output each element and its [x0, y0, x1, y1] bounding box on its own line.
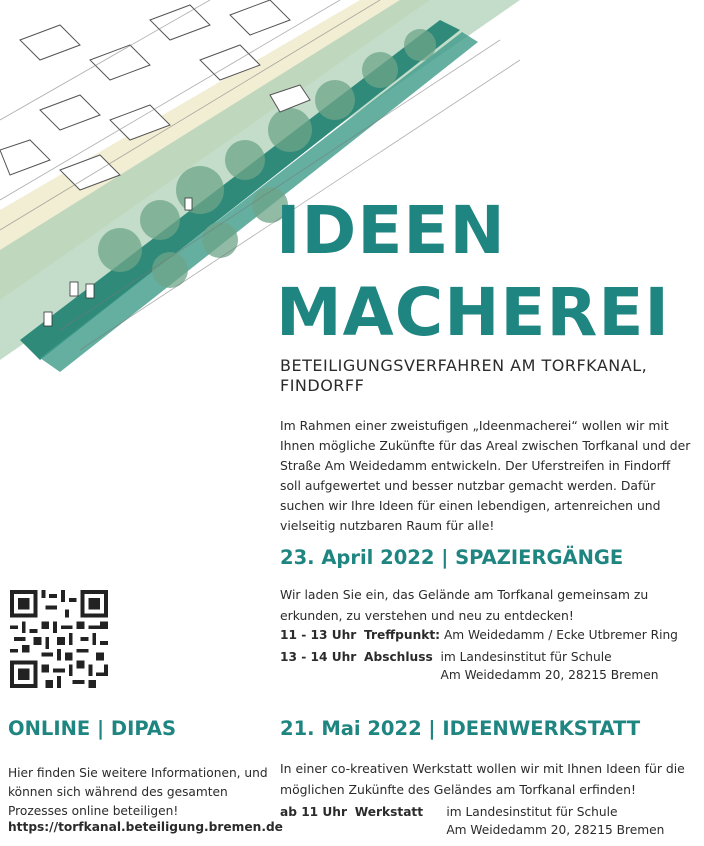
- subtitle: BETEILIGUNGSVERFAHREN AM TORFKANAL, FINDORFF: [280, 356, 648, 395]
- qr-code-icon[interactable]: [10, 590, 108, 688]
- event2-text: In einer co-kreativen Werkstatt wollen wir mit Ihnen Ideen für die möglichen Zukünfte des Geländes am Torfkanal erfinden!: [280, 761, 685, 797]
- event1-text: Wir laden Sie ein, das Gelände am Torfkanal gemeinsam zu erkunden, zu verstehen und neu zu entdecken!: [280, 587, 649, 623]
- online-heading: ONLINE | DIPAS: [8, 717, 176, 740]
- title-line-2: MACHEREI: [276, 274, 670, 351]
- row-place: Am Weidedamm / Ecke Utbremer Ring: [443, 628, 678, 642]
- row-time: 13 - 14 Uhr: [280, 650, 357, 664]
- intro-paragraph: Im Rahmen einer zweistufigen „Ideenmacherei“ wollen wir mit Ihnen mögliche Zukünfte für das Areal zwischen Torfkanal und der Straße Am Weidedamm entwickeln. Der Uferstreifen in Findorff soll aufgewertet und besser nutzbar gemacht werden. Dafür suchen wir Ihre Ideen für einen lebendigen, artenreichen und vielseitig nutzbaren Raum für alle!: [280, 418, 691, 533]
- row-label: Abschluss: [364, 650, 433, 664]
- online-url-link[interactable]: https://torfkanal.beteiligung.bremen.de: [8, 820, 283, 834]
- event2-heading: 21. Mai 2022 | IDEENWERKSTATT: [280, 717, 641, 740]
- event1-row-2: [280, 648, 658, 684]
- row-address: [446, 803, 664, 839]
- row-time: ab 11 Uhr: [280, 805, 347, 819]
- row-place2: Am Weidedamm 20, 28215 Bremen: [440, 668, 659, 682]
- event1-row-1: [280, 626, 678, 644]
- title-line-1: IDEEN: [276, 192, 506, 269]
- row-label: Treffpunkt:: [364, 628, 441, 642]
- row-place: im Landesinstitut für Schule: [440, 650, 612, 664]
- event2-row-1: [280, 803, 664, 839]
- row-place2: Am Weidedamm 20, 28215 Bremen: [446, 823, 665, 837]
- row-time: 11 - 13 Uhr: [280, 628, 357, 642]
- event1-heading: 23. April 2022 | SPAZIERGÄNGE: [280, 546, 624, 569]
- row-place: im Landesinstitut für Schule: [446, 805, 618, 819]
- row-address: [440, 648, 658, 684]
- online-text: Hier finden Sie weitere Informationen, und können sich während des gesamten Prozesses online beteiligen!: [8, 766, 268, 818]
- row-label: Werkstatt: [354, 805, 424, 819]
